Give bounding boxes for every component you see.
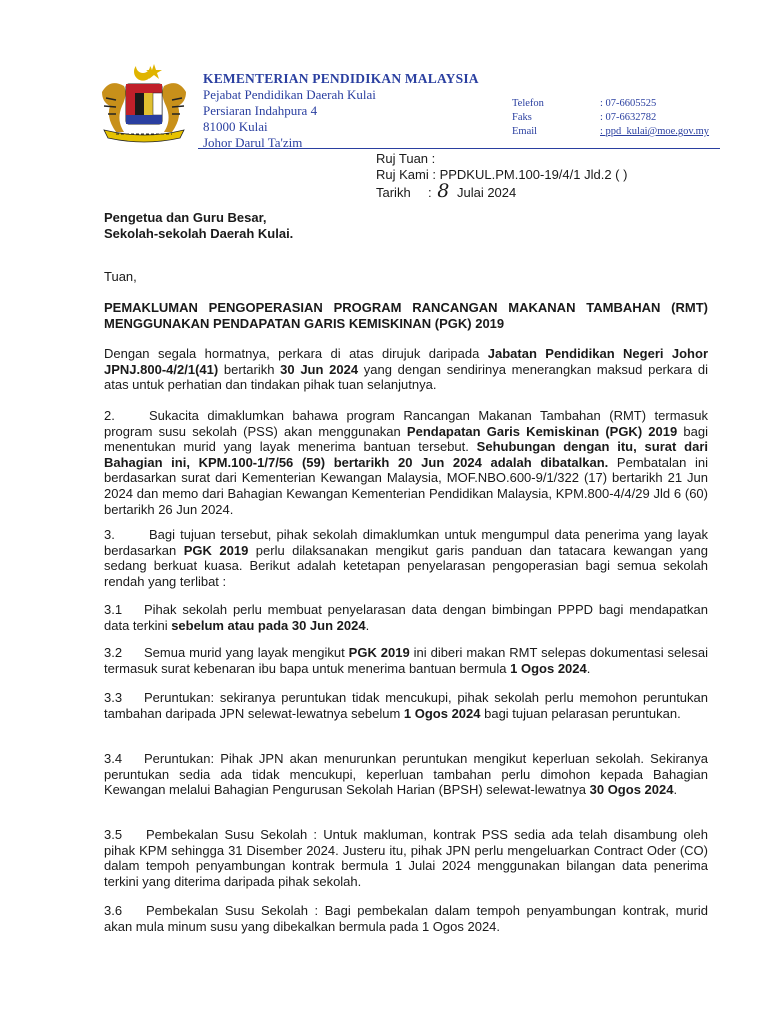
ruj-tuan: Ruj Tuan : bbox=[376, 151, 436, 166]
tarikh-label: Tarikh bbox=[376, 185, 411, 200]
tarikh-colon: : bbox=[428, 185, 432, 200]
paragraph-3: 3. Bagi tujuan tersebut, pihak sekolah dimaklumkan untuk mengumpul data penerima yang layak berdasarkan PGK 2019 perlu dilaksanakan mengikut garis panduan dan tatacara kewangan yang sedang berkuat kuasa. Berikut adalah ketetapan penyelarasan pengoperasian bagi semua sekolah rendah yang terlibat : bbox=[104, 527, 708, 589]
paragraph-3-2: 3.2 Semua murid yang layak mengikut PGK 2019 ini diberi makan RMT selepas dokumentasi selesai termasuk surat kebenaran ibu bapa untuk menerima bantuan bermula 1 Ogos 2024. bbox=[104, 645, 708, 676]
tarikh-month-year: Julai 2024 bbox=[456, 185, 517, 200]
ruj-kami: Ruj Kami : PPDKUL.PM.100-19/4/1 Jld.2 ( ) bbox=[376, 167, 628, 182]
malaysia-coat-of-arms-icon bbox=[96, 62, 192, 144]
fax-label: Faks bbox=[512, 112, 532, 123]
address-line: 81000 Kulai bbox=[203, 119, 268, 134]
recipient-line-1: Pengetua dan Guru Besar, bbox=[104, 210, 267, 225]
subject-heading: PEMAKLUMAN PENGOPERASIAN PROGRAM RANCANGAN MAKANAN TAMBAHAN (RMT) MENGGUNAKAN PENDAPATAN GARIS KEMISKINAN (PGK) 2019 bbox=[104, 300, 708, 331]
address-line: Persiaran Indahpura 4 bbox=[203, 103, 318, 118]
letterhead-divider bbox=[198, 148, 720, 149]
email-link[interactable]: : ppd_kulai@moe.gov.my bbox=[600, 126, 710, 137]
paragraph-3-3: 3.3 Peruntukan: sekiranya peruntukan tidak mencukupi, pihak sekolah perlu memohon peruntukan tambahan daripada JPN selewat-lewatnya sebelum 1 Ogos 2024 bagi tujuan pelarasan peruntukan. bbox=[104, 690, 708, 721]
paragraph-3-4: 3.4 Peruntukan: Pihak JPN akan menurunkan peruntukan mengikut keperluan sekolah. Sekiranya peruntukan sedia ada tidak mencukupi, keperluan tambahan perlu dimohon kepada Bahagian Kewangan melalui Bahagian Pengurusan Sekolah Harian (BPSH) selewat-lewatnya 30 Ogos 2024. bbox=[104, 751, 708, 798]
paragraph-3-5: 3.5 Pembekalan Susu Sekolah : Untuk makluman, kontrak PSS sedia ada telah disambung oleh pihak KPM sehingga 31 Disember 2024. Justeru itu, pihak JPN perlu mengeluarkan Contract Oder (CO) dalam tempoh penyambungan kontrak bermula 1 Julai 2024 menggunakan bilangan data penerima terkini yang diterima daripada pihak sekolah. bbox=[104, 827, 708, 889]
paragraph-3-1: 3.1 Pihak sekolah perlu membuat penyelarasan data dengan bimbingan PPPD bagi mendapatkan data terkini sebelum atau pada 30 Jun 2024. bbox=[104, 602, 708, 633]
ministry-name: KEMENTERIAN PENDIDIKAN MALAYSIA bbox=[203, 71, 479, 86]
paragraph-2: 2. Sukacita dimaklumkan bahawa program Rancangan Makanan Tambahan (RMT) termasuk program susu sekolah (PSS) akan menggunakan Pendapatan Garis Kemiskinan (PGK) 2019 bagi menentukan murid yang layak menerima bantuan tersebut. Sehubungan dengan itu, surat dari Bahagian ini, KPM.100-1/7/56 (59) bertarikh 20 Jun 2024 adalah dibatalkan. Pembatalan ini berdasarkan surat dari Kementerian Kewangan Malaysia, MOF.NBO.600-9/1/322 (17) bertarikh 21 Jun 2024 dan memo dari Bahagian Kewangan Kementerian Pendidikan Malaysia, KPM.800-4/4/29 Jld 6 (60) bertarikh 26 Jun 2024. bbox=[104, 408, 708, 517]
address-line: Johor Darul Ta'zim bbox=[203, 135, 303, 150]
paragraph-1: Dengan segala hormatnya, perkara di atas dirujuk daripada Jabatan Pendidikan Negeri Johor JPNJ.800-4/2/1(41) bertarikh 30 Jun 2024 yang dengan sendirinya menerangkan maksud perkara di atas untuk perhatian dan tindakan pihak tuan selanjutnya. bbox=[104, 346, 709, 393]
salutation: Tuan, bbox=[104, 269, 137, 284]
phone-value: : 07-6605525 bbox=[600, 98, 657, 109]
recipient-line-2: Sekolah-sekolah Daerah Kulai. bbox=[104, 226, 294, 241]
email-label: Email bbox=[512, 126, 538, 137]
tarikh-day: 8 bbox=[437, 180, 450, 202]
tarikh-line bbox=[376, 180, 517, 202]
address-line: Pejabat Pendidikan Daerah Kulai bbox=[203, 87, 376, 102]
paragraph-3-6: 3.6 Pembekalan Susu Sekolah : Bagi pembekalan dalam tempoh penyambungan kontrak, murid akan mula minum susu yang dibekalkan bermula pada 1 Ogos 2024. bbox=[104, 903, 708, 934]
fax-value: : 07-6632782 bbox=[600, 112, 657, 123]
phone-label: Telefon bbox=[512, 98, 544, 109]
